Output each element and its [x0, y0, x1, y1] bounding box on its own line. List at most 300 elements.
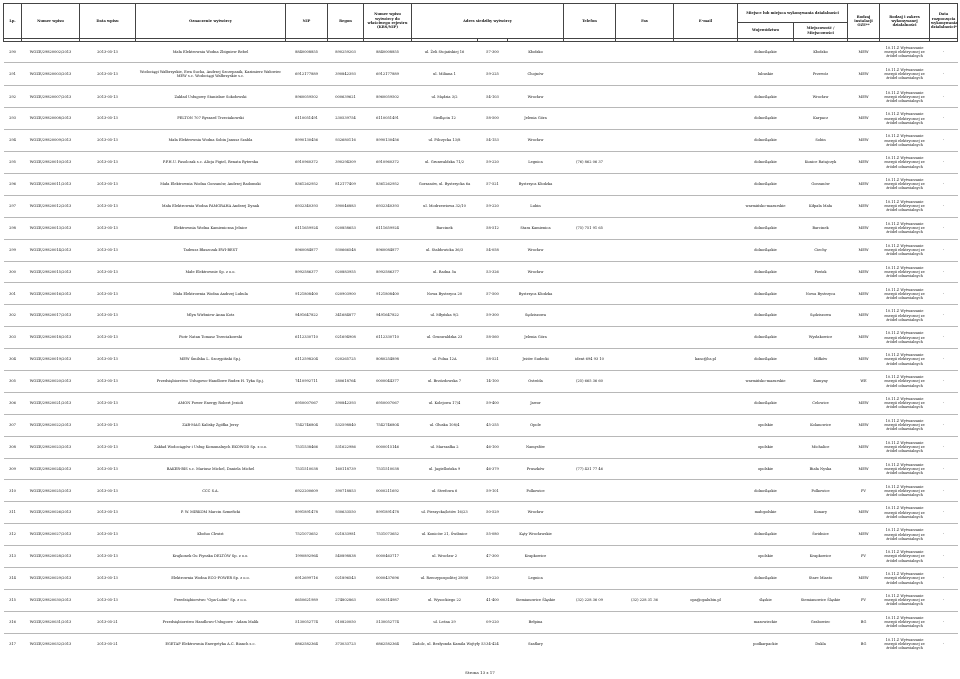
- cell-wojewodztwo: dolnośląskie: [738, 41, 794, 63]
- page-footer: Strona 13 z 17: [465, 670, 495, 675]
- cell-wojewodztwo: dolnośląskie: [738, 130, 794, 152]
- col-rodzaj-instalacji: Rodzaj instalacji OZE**: [848, 4, 880, 39]
- table-row: [4, 283, 958, 305]
- cell-telefon: [564, 327, 616, 349]
- cell-miejscowosc-siedziby: Bystrzyca Kłodzka: [508, 173, 564, 195]
- cell-krs: 6932340393: [364, 195, 412, 217]
- cell-wojewodztwo: mazowieckie: [738, 611, 794, 633]
- cell-wojewodztwo: śląskie: [738, 589, 794, 611]
- cell-numer-wpisu: WOZE/29820002/2013: [22, 41, 80, 63]
- cell-rodzaj-instalacji: MEW: [848, 195, 880, 217]
- cell-rodzaj-instalacji: MEW: [848, 152, 880, 174]
- cell-data-rozpoczecia: -: [930, 589, 958, 611]
- cell-miejscowosc: Konary: [794, 502, 848, 524]
- cell-adres-ulica: Gorzanów, ul. Bystrzycka 6a: [412, 173, 478, 195]
- cell-numer-wpisu: WOZE/29820011/2013: [22, 173, 80, 195]
- cell-miejscowosc: Gorzanów: [794, 173, 848, 195]
- cell-fax: [616, 436, 674, 458]
- cell-nip: 6112330710: [286, 327, 328, 349]
- cell-oznaczenie: CCC S.A.: [136, 480, 286, 502]
- cell-lp: 314: [4, 567, 22, 589]
- cell-krs: 5130052774: [364, 611, 412, 633]
- cell-fax: [616, 41, 674, 63]
- cell-adres-ulica: ul. Miliana 1: [412, 63, 478, 86]
- cell-lp: 295: [4, 152, 22, 174]
- table-row: [4, 108, 958, 130]
- cell-miejscowosc: Grabowiec: [794, 611, 848, 633]
- cell-email: [674, 283, 738, 305]
- cell-nip: 6112598204: [286, 349, 328, 371]
- cell-nip: 6922200609: [286, 480, 328, 502]
- cell-data-wpisu: 2013-05-13: [80, 524, 136, 546]
- cell-fax: [616, 63, 674, 86]
- col-wojewodztwo: Województwo: [738, 23, 794, 39]
- cell-lp: 307: [4, 414, 22, 436]
- cell-wojewodztwo: dolnośląskie: [738, 108, 794, 130]
- cell-data-rozpoczecia: -: [930, 524, 958, 546]
- table-row: [4, 239, 958, 261]
- cell-numer-wpisu: WOZE/29820003/2013: [22, 63, 80, 86]
- cell-data-wpisu: 2013-05-21: [80, 611, 136, 633]
- cell-numer-wpisu: WOZE/29820010/2013: [22, 152, 80, 174]
- cell-lp: 313: [4, 546, 22, 568]
- cell-oznaczenie: Piotr Natan Tomasz Trzeciakowski: [136, 327, 286, 349]
- cell-zakres: 10.11.Z Wytwarzanie energii elektrycznej ze źródeł odnawialnych: [880, 524, 930, 546]
- cell-miejscowosc-siedziby: Szaflary: [508, 633, 564, 654]
- cell-kod-pocztowy: 54-103: [478, 86, 508, 108]
- cell-regon: 812177409: [328, 173, 364, 195]
- table-row: [4, 86, 958, 108]
- cell-miejscowosc-siedziby: Bystrzyca Kłodzka: [508, 283, 564, 305]
- cell-data-rozpoczecia: -: [930, 283, 958, 305]
- cell-kod-pocztowy: 45-255: [478, 414, 508, 436]
- cell-data-rozpoczecia: -: [930, 239, 958, 261]
- cell-miejscowosc-siedziby: Wrocław: [508, 86, 564, 108]
- cell-data-rozpoczecia: -: [930, 414, 958, 436]
- cell-email: [674, 414, 738, 436]
- cell-email: [674, 524, 738, 546]
- cell-telefon: [564, 173, 616, 195]
- cell-numer-wpisu: WOZE/29820023/2013: [22, 436, 80, 458]
- cell-miejscowosc-siedziby: Ostróda: [508, 370, 564, 392]
- cell-wojewodztwo: opolskie: [738, 546, 794, 568]
- col-email: E-mail: [674, 4, 738, 39]
- cell-telefon: [564, 86, 616, 108]
- cell-fax: [616, 633, 674, 654]
- cell-rodzaj-instalacji: BG: [848, 633, 880, 654]
- cell-telefon: [564, 63, 616, 86]
- cell-data-wpisu: 2013-05-13: [80, 108, 136, 130]
- cell-kod-pocztowy: 46-100: [478, 436, 508, 458]
- cell-oznaczenie: Mała Elektrownia Wodna Zbigniew Rebel: [136, 41, 286, 63]
- cell-fax: [616, 458, 674, 480]
- cell-telefon: [564, 261, 616, 283]
- cell-numer-wpisu: WOZE/29820019/2013: [22, 349, 80, 371]
- table-row: [4, 152, 958, 174]
- cell-miejscowosc-siedziby: Kąty Wrocławskie: [508, 524, 564, 546]
- cell-zakres: 10.11.Z Wytwarzanie energii elektrycznej ze źródeł odnawialnych: [880, 458, 930, 480]
- cell-lp: 309: [4, 458, 22, 480]
- cell-oznaczenie: Zakład Wodociągów i Usług Komunalnych EKOWOD Sp. z o.o.: [136, 436, 286, 458]
- cell-oznaczenie: Mała Elektrownia Wodna Andrzej Lubula: [136, 283, 286, 305]
- cell-data-wpisu: 2013-05-13: [80, 546, 136, 568]
- col-miejsce-group: Miejsce lub miejsca wykonywania działalności: [738, 4, 848, 23]
- cell-fax: [616, 480, 674, 502]
- cell-krs: 6862582364: [364, 633, 412, 654]
- cell-lp: 293: [4, 108, 22, 130]
- cell-wojewodztwo: dolnośląskie: [738, 305, 794, 327]
- cell-lp: 291: [4, 63, 22, 86]
- cell-data-wpisu: 2013-05-13: [80, 502, 136, 524]
- cell-data-wpisu: 2013-05-13: [80, 217, 136, 239]
- cell-nip: 6950007067: [286, 392, 328, 414]
- cell-zakres: 10.11.Z Wytwarzanie energii elektrycznej ze źródeł odnawialnych: [880, 130, 930, 152]
- cell-wojewodztwo: opolskie: [738, 414, 794, 436]
- cell-oznaczenie: Elektrownia Wodna Kamieniczna Jelnice: [136, 217, 286, 239]
- cell-nip: 6932340393: [286, 195, 328, 217]
- cell-miejscowosc: Wysłakowice: [794, 327, 848, 349]
- cell-rodzaj-instalacji: MEW: [848, 524, 880, 546]
- cell-lp: 297: [4, 195, 22, 217]
- cell-miejscowosc: Karpacz: [794, 108, 848, 130]
- table-row: [4, 130, 958, 152]
- cell-adres-ulica: Barcinek: [412, 217, 478, 239]
- cell-wojewodztwo: dolnośląskie: [738, 239, 794, 261]
- cell-regon: 010820050: [328, 611, 364, 633]
- cell-miejscowosc: Krapkowice: [794, 546, 848, 568]
- cell-krs: 8991891478: [364, 502, 412, 524]
- cell-oznaczenie: ZAB-MAG Kalisky Zgółka Jerzy: [136, 414, 286, 436]
- cell-fax: [616, 567, 674, 589]
- cell-rodzaj-instalacji: WE: [848, 370, 880, 392]
- cell-regon: 341684877: [328, 305, 364, 327]
- cell-data-rozpoczecia: -: [930, 546, 958, 568]
- cell-adres-ulica: ul. Pieszycka/lotów 16/23: [412, 502, 478, 524]
- cell-rodzaj-instalacji: MEW: [848, 239, 880, 261]
- cell-fax: [616, 86, 674, 108]
- cell-nip: 8990130456: [286, 130, 328, 152]
- cell-data-rozpoczecia: -: [930, 41, 958, 63]
- cell-rodzaj-instalacji: MEW: [848, 392, 880, 414]
- cell-telefon: [564, 633, 616, 654]
- cell-data-wpisu: 2013-05-13: [80, 152, 136, 174]
- cell-kod-pocztowy: 46-379: [478, 458, 508, 480]
- cell-numer-wpisu: WOZE/29820028/2013: [22, 546, 80, 568]
- col-data-wpisu: Data wpisu: [80, 4, 136, 39]
- cell-kod-pocztowy: 57-300: [478, 41, 508, 63]
- cell-adres-ulica: ul. Brzózdowska 7: [412, 370, 478, 392]
- cell-telefon: [564, 567, 616, 589]
- cell-telefon: [564, 546, 616, 568]
- cell-wojewodztwo: dolnośląskie: [738, 283, 794, 305]
- table-row: [4, 370, 958, 392]
- table-body: [4, 41, 958, 655]
- cell-miejscowosc-siedziby: Polkowice: [508, 480, 564, 502]
- cell-fax: [616, 108, 674, 130]
- cell-krs: 9491647822: [364, 305, 412, 327]
- cell-fax: [616, 327, 674, 349]
- cell-email: opa@opalubin.pl: [674, 589, 738, 611]
- cell-nip: 6912177889: [286, 63, 328, 86]
- cell-lp: 316: [4, 611, 22, 633]
- cell-lp: 310: [4, 480, 22, 502]
- cell-data-rozpoczecia: -: [930, 392, 958, 414]
- cell-numer-wpisu: WOZE/29820025/2013: [22, 480, 80, 502]
- cell-telefon: [564, 239, 616, 261]
- cell-miejscowosc-siedziby: Jelenia Góra: [508, 108, 564, 130]
- cell-miejscowosc-siedziby: Lubin: [508, 195, 564, 217]
- cell-email: [674, 480, 738, 502]
- cell-numer-wpisu: WOZE/29820007/2013: [22, 86, 80, 108]
- cell-zakres: 10.11.Z Wytwarzanie energii elektrycznej ze źródeł odnawialnych: [880, 480, 930, 502]
- cell-regon: 000639621: [328, 86, 364, 108]
- cell-adres-ulica: ul. Kolejowa 17/4: [412, 392, 478, 414]
- cell-data-wpisu: 2013-05-13: [80, 195, 136, 217]
- cell-telefon: (32) 228 36 09: [564, 589, 616, 611]
- cell-data-rozpoczecia: -: [930, 108, 958, 130]
- cell-nip: 8991891478: [286, 502, 328, 524]
- cell-krs: 8080254898: [364, 349, 412, 371]
- cell-miejscowosc-siedziby: Wrocław: [508, 239, 564, 261]
- cell-numer-wpisu: WOZE/29820020/2013: [22, 370, 80, 392]
- cell-email: [674, 195, 738, 217]
- cell-miejscowosc: Sędziszowa: [794, 305, 848, 327]
- table-row: [4, 458, 958, 480]
- cell-zakres: 10.11.Z Wytwarzanie energii elektrycznej ze źródeł odnawialnych: [880, 195, 930, 217]
- cell-adres-ulica: ul. Wysockiego 22: [412, 589, 478, 611]
- cell-email: [674, 633, 738, 654]
- cell-email: [674, 239, 738, 261]
- cell-miejscowosc-siedziby: Bełpina: [508, 611, 564, 633]
- cell-miejscowosc-siedziby: Stara Kamienica: [508, 217, 564, 239]
- cell-wojewodztwo: warmińsko-mazurskie: [738, 370, 794, 392]
- cell-data-wpisu: 2013-05-13: [80, 283, 136, 305]
- cell-krs: 6111659924: [364, 217, 412, 239]
- table-row: [4, 589, 958, 611]
- cell-rodzaj-instalacji: MEW: [848, 63, 880, 86]
- cell-lp: 290: [4, 41, 22, 63]
- cell-miejscowosc: Stare Miasto: [794, 567, 848, 589]
- cell-lp: 301: [4, 283, 22, 305]
- cell-email: [674, 41, 738, 63]
- cell-adres-ulica: ul. Wrocław 2: [412, 546, 478, 568]
- cell-miejscowosc-siedziby: Opole: [508, 414, 564, 436]
- cell-rodzaj-instalacji: MEW: [848, 349, 880, 371]
- cell-fax: [616, 611, 674, 633]
- cell-miejscowosc: Świdnice: [794, 524, 848, 546]
- cell-fax: [616, 173, 674, 195]
- cell-kod-pocztowy: 53-326: [478, 261, 508, 283]
- cell-kod-pocztowy: 59-300: [478, 305, 508, 327]
- cell-rodzaj-instalacji: MEW: [848, 567, 880, 589]
- cell-wojewodztwo: dolnośląskie: [738, 152, 794, 174]
- cell-nip: 6110051491: [286, 108, 328, 130]
- cell-data-rozpoczecia: -: [930, 261, 958, 283]
- cell-wojewodztwo: dolnośląskie: [738, 349, 794, 371]
- cell-numer-wpisu: WOZE/29820015/2013: [22, 261, 80, 283]
- cell-rodzaj-instalacji: MEW: [848, 261, 880, 283]
- cell-adres-ulica: ul. Żeli Stojańskiej 16: [412, 41, 478, 63]
- cell-nip: 8840008855: [286, 41, 328, 63]
- cell-zakres: 10.11.Z Wytwarzanie energii elektrycznej ze źródeł odnawialnych: [880, 436, 930, 458]
- cell-email: [674, 261, 738, 283]
- cell-oznaczenie: Krajkonek Gu Fiynska DELTÓW Sp. z o.o.: [136, 546, 286, 568]
- cell-miejscowosc: Michalice: [794, 436, 848, 458]
- cell-adres-ulica: ul. Radna 5a: [412, 261, 478, 283]
- cell-zakres: 10.11.Z Wytwarzanie energii elektrycznej ze źródeł odnawialnych: [880, 261, 930, 283]
- table-row: [4, 414, 958, 436]
- cell-regon: 230539754: [328, 108, 364, 130]
- cell-telefon: [564, 414, 616, 436]
- cell-data-rozpoczecia: -: [930, 458, 958, 480]
- cell-regon: 021896543: [328, 567, 364, 589]
- cell-lp: 296: [4, 173, 22, 195]
- cell-email: [674, 392, 738, 414]
- cell-nip: 8960059502: [286, 86, 328, 108]
- cell-miejscowosc: Nowa Bystrzyca: [794, 283, 848, 305]
- cell-adres-ulica: ul. Pilczycka 13/8: [412, 130, 478, 152]
- cell-regon: 390294309: [328, 152, 364, 174]
- cell-telefon: [564, 108, 616, 130]
- cell-fax: [616, 349, 674, 371]
- cell-zakres: 10.11.Z Wytwarzanie energii elektrycznej ze źródeł odnawialnych: [880, 283, 930, 305]
- cell-miejscowosc-siedziby: Legnica: [508, 567, 564, 589]
- table-row: [4, 611, 958, 633]
- cell-miejscowosc: Ciechy: [794, 239, 848, 261]
- cell-rodzaj-instalacji: MEW: [848, 130, 880, 152]
- cell-lp: 306: [4, 392, 22, 414]
- cell-data-wpisu: 2013-05-13: [80, 173, 136, 195]
- cell-rodzaj-instalacji: PV: [848, 480, 880, 502]
- cell-numer-wpisu: WOZE/29820016/2013: [22, 283, 80, 305]
- cell-adres-ulica: Zadolc, ul. Bezłyonda Kamila Wojtyły 53: [412, 633, 478, 654]
- cell-kod-pocztowy: 59-101: [478, 480, 508, 502]
- cell-data-rozpoczecia: -: [930, 502, 958, 524]
- cell-kod-pocztowy: 54-153: [478, 130, 508, 152]
- cell-fax: [616, 217, 674, 239]
- cell-telefon: [564, 436, 616, 458]
- table-row: [4, 546, 958, 568]
- cell-miejscowosc-siedziby: Pruszków: [508, 458, 564, 480]
- cell-nip: 8992586377: [286, 261, 328, 283]
- cell-wojewodztwo: opolskie: [738, 436, 794, 458]
- cell-zakres: 10.11.Z Wytwarzanie energii elektrycznej ze źródeł odnawialnych: [880, 86, 930, 108]
- cell-wojewodztwo: dolnośląskie: [738, 261, 794, 283]
- cell-fax: [616, 239, 674, 261]
- table-row: [4, 480, 958, 502]
- cell-rodzaj-instalacji: MEW: [848, 414, 880, 436]
- cell-telefon: [564, 502, 616, 524]
- cell-rodzaj-instalacji: MEW: [848, 283, 880, 305]
- cell-kod-pocztowy: 41-400: [478, 589, 508, 611]
- cell-kod-pocztowy: 14-100: [478, 370, 508, 392]
- cell-wojewodztwo: dolnośląskie: [738, 392, 794, 414]
- cell-wojewodztwo: małopolskie: [738, 502, 794, 524]
- cell-fax: [616, 305, 674, 327]
- cell-lp: 308: [4, 436, 22, 458]
- cell-krs: 6950007067: [364, 392, 412, 414]
- cell-data-rozpoczecia: -: [930, 130, 958, 152]
- cell-nip: 7542746804: [286, 414, 328, 436]
- cell-email: [674, 305, 738, 327]
- cell-lp: 303: [4, 327, 22, 349]
- cell-adres-ulica: ul. Stabłowicka 36/3: [412, 239, 478, 261]
- cell-wojewodztwo: opolskie: [738, 458, 794, 480]
- cell-nip: 6111659924: [286, 217, 328, 239]
- cell-regon: 540898838: [328, 546, 364, 568]
- cell-numer-wpisu: WOZE/29820021/2013: [22, 392, 80, 414]
- cell-numer-wpisu: WOZE/29820022/2013: [22, 414, 80, 436]
- cell-regon: 390718853: [328, 480, 364, 502]
- cell-telefon: [564, 392, 616, 414]
- cell-nip: 6910960372: [286, 152, 328, 174]
- cell-fax: [616, 392, 674, 414]
- table-row: [4, 195, 958, 217]
- cell-regon: 280618764: [328, 370, 364, 392]
- cell-kod-pocztowy: 34-424: [478, 633, 508, 654]
- cell-data-wpisu: 2013-05-13: [80, 392, 136, 414]
- cell-krs: 7531073652: [364, 524, 412, 546]
- cell-adres-ulica: ul. Jagiellońska 9: [412, 458, 478, 480]
- cell-rodzaj-instalacji: MEW: [848, 305, 880, 327]
- cell-data-rozpoczecia: -: [930, 195, 958, 217]
- col-fax: Fax: [616, 4, 674, 39]
- cell-adres-ulica: ul. Grunwaldzka 23: [412, 327, 478, 349]
- cell-zakres: 10.11.Z Wytwarzanie energii elektrycznej ze źródeł odnawialnych: [880, 414, 930, 436]
- cell-krs: 9121808400: [364, 283, 412, 305]
- cell-email: [674, 108, 738, 130]
- cell-kod-pocztowy: 58-500: [478, 108, 508, 130]
- cell-zakres: 10.11.Z Wytwarzanie energii elektrycznej ze źródeł odnawialnych: [880, 546, 930, 568]
- cell-oznaczenie: PELTON 707 Ryszard Trzeciakowski: [136, 108, 286, 130]
- cell-wojewodztwo: warmińsko-mazurskie: [738, 195, 794, 217]
- col-lp: Lp.: [4, 4, 22, 39]
- cell-email: [674, 370, 738, 392]
- cell-krs: 0000314987: [364, 589, 412, 611]
- cell-miejscowosc-siedziby: Siemianowice Śląskie: [508, 589, 564, 611]
- col-numer-wpisu: Numer wpisu: [22, 4, 80, 39]
- cell-numer-wpisu: WOZE/29820018/2013: [22, 327, 80, 349]
- cell-data-wpisu: 2013-05-13: [80, 480, 136, 502]
- cell-rodzaj-instalacji: MEW: [848, 86, 880, 108]
- cell-wojewodztwo: lubuskie: [738, 63, 794, 86]
- cell-email: [674, 502, 738, 524]
- table-row: [4, 305, 958, 327]
- cell-miejscowosc: Kamyny: [794, 370, 848, 392]
- cell-fax: [616, 130, 674, 152]
- cell-nip: 6912699716: [286, 567, 328, 589]
- cell-kod-pocztowy: 47-300: [478, 546, 508, 568]
- cell-numer-wpisu: WOZE/29820027/2013: [22, 524, 80, 546]
- cell-oznaczenie: Kłoduo Chwist: [136, 524, 286, 546]
- cell-fax: [616, 546, 674, 568]
- cell-zakres: 10.11.Z Wytwarzanie energii elektrycznej ze źródeł odnawialnych: [880, 239, 930, 261]
- cell-data-rozpoczecia: -: [930, 305, 958, 327]
- cell-miejscowosc-siedziby: Krapkowice: [508, 546, 564, 568]
- cell-kod-pocztowy: 57-521: [478, 173, 508, 195]
- cell-zakres: 10.11.Z Wytwarzanie energii elektrycznej ze źródeł odnawialnych: [880, 305, 930, 327]
- cell-fax: [616, 524, 674, 546]
- cell-kod-pocztowy: 59-400: [478, 392, 508, 414]
- col-rodzaj-zakresu: Rodzaj i zakres wykonywanej działalności: [880, 4, 930, 39]
- cell-nip: 8361262952: [286, 173, 328, 195]
- cell-data-rozpoczecia: -: [930, 63, 958, 86]
- cell-data-rozpoczecia: -: [930, 349, 958, 371]
- cell-miejscowosc: Celowice: [794, 392, 848, 414]
- cell-data-rozpoczecia: -: [930, 327, 958, 349]
- cell-krs: 7531510038: [364, 458, 412, 480]
- cell-regon: 390842393: [328, 63, 364, 86]
